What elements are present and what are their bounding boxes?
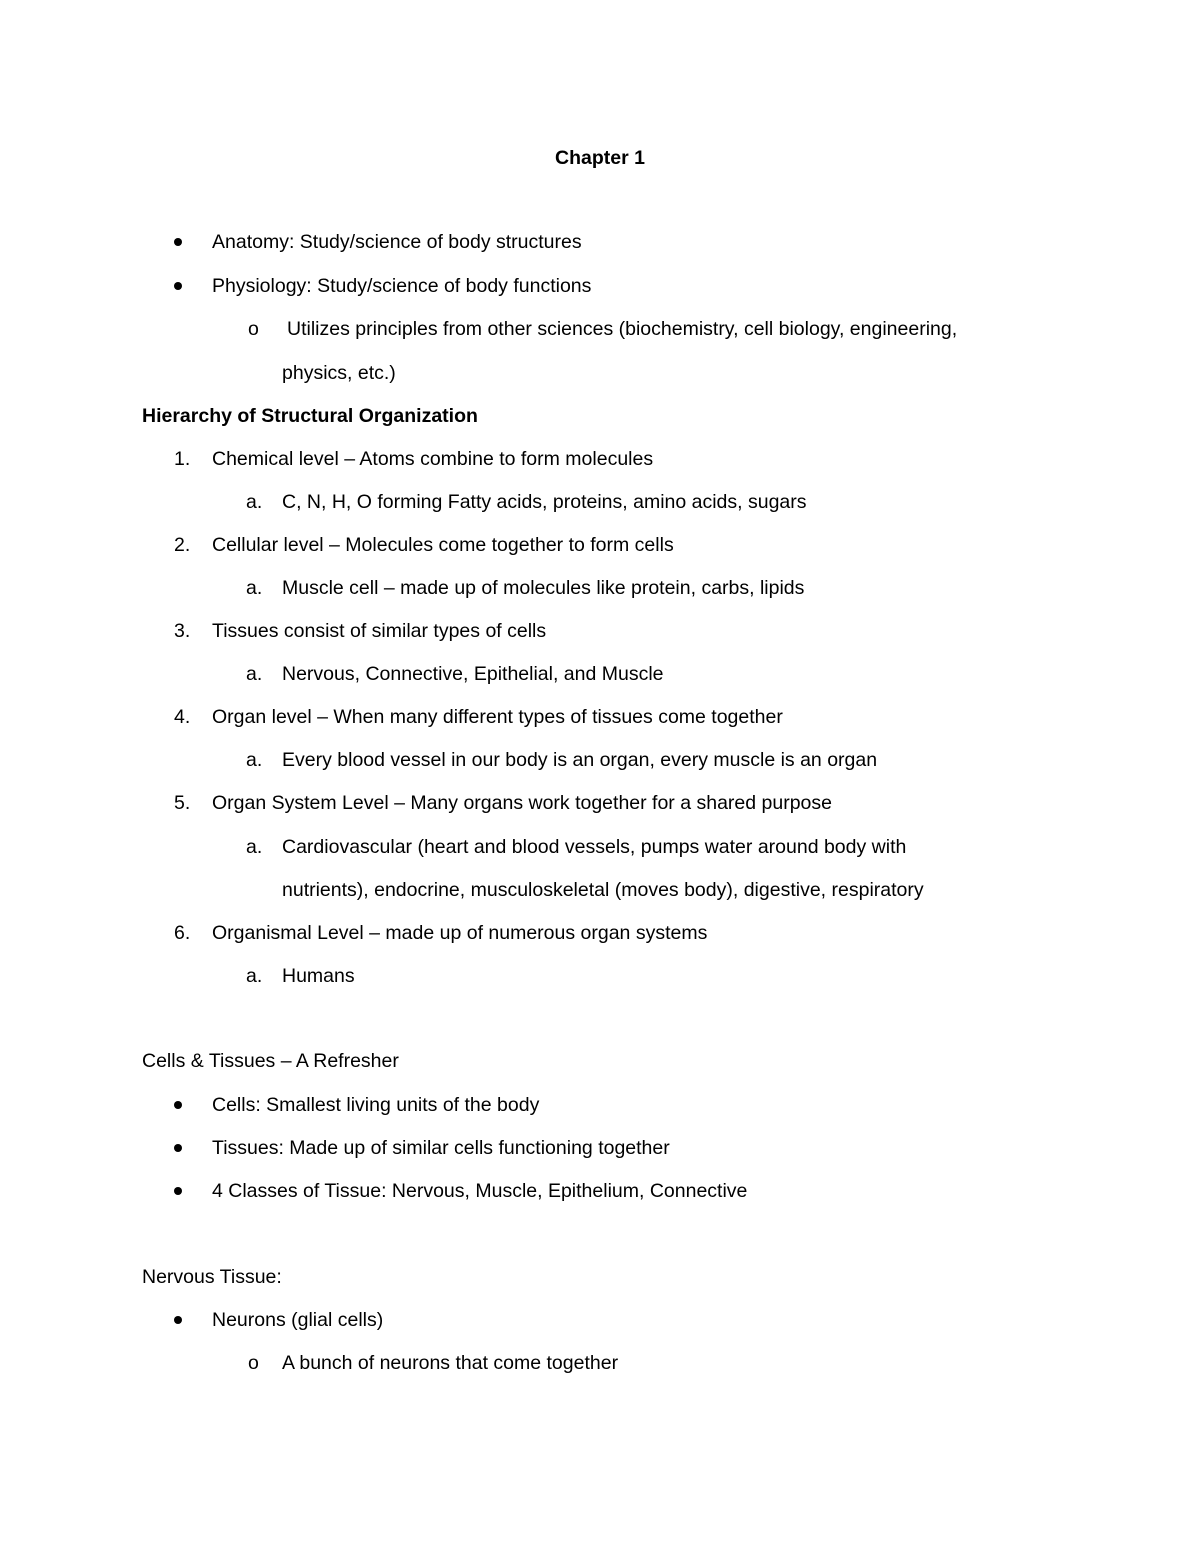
bullet-physiology: Physiology: Study/science of body functions: [212, 275, 592, 297]
list-number: 3.: [174, 620, 191, 642]
section-heading-nervous: Nervous Tissue:: [142, 1266, 282, 1288]
sub-list-item-cont: nutrients), endocrine, musculoskeletal (moves body), digestive, respiratory: [282, 879, 924, 901]
list-item-tissues: Tissues consist of similar types of cells: [212, 620, 547, 642]
list-number: 5.: [174, 792, 191, 814]
bullet-classes: 4 Classes of Tissue: Nervous, Muscle, Epithelium, Connective: [212, 1180, 748, 1202]
list-number: 4.: [174, 706, 191, 728]
list-number: 2.: [174, 534, 191, 556]
sub-list-marker: a.: [246, 491, 263, 513]
sub-list-item: Cardiovascular (heart and blood vessels, pumps water around body with: [282, 836, 907, 858]
list-item-organ-system: Organ System Level – Many organs work together for a shared purpose: [212, 792, 832, 814]
list-item-chemical: Chemical level – Atoms combine to form molecules: [212, 448, 654, 470]
sub-bullet-neurons: A bunch of neurons that come together: [282, 1352, 619, 1374]
page-title: Chapter 1: [555, 147, 645, 169]
bullet-icon: [174, 1144, 182, 1152]
sub-list-item: Nervous, Connective, Epithelial, and Muscle: [282, 663, 664, 685]
bullet-cells: Cells: Smallest living units of the body: [212, 1094, 540, 1116]
list-number: 1.: [174, 448, 191, 470]
sub-list-marker: a.: [246, 836, 263, 858]
sub-list-item: Every blood vessel in our body is an organ, every muscle is an organ: [282, 749, 878, 771]
bullet-icon: [174, 1187, 182, 1195]
list-item-organismal: Organismal Level – made up of numerous organ systems: [212, 922, 708, 944]
sub-bullet-marker: o: [248, 1352, 259, 1374]
bullet-anatomy: Anatomy: Study/science of body structures: [212, 231, 582, 253]
bullet-icon: [174, 1316, 182, 1324]
section-heading-cells: Cells & Tissues – A Refresher: [142, 1050, 399, 1072]
list-number: 6.: [174, 922, 191, 944]
bullet-icon: [174, 238, 182, 246]
list-item-organ: Organ level – When many different types of tissues come together: [212, 706, 783, 728]
sub-bullet-marker: o: [248, 318, 259, 340]
sub-list-marker: a.: [246, 965, 263, 987]
section-heading-hierarchy: Hierarchy of Structural Organization: [142, 405, 478, 427]
bullet-tissues: Tissues: Made up of similar cells functioning together: [212, 1137, 670, 1159]
sub-bullet-principles: Utilizes principles from other sciences (biochemistry, cell biology, engineering,: [287, 318, 958, 340]
sub-list-item: Humans: [282, 965, 355, 987]
bullet-neurons: Neurons (glial cells): [212, 1309, 384, 1331]
sub-bullet-principles-cont: physics, etc.): [282, 362, 396, 384]
sub-list-item: C, N, H, O forming Fatty acids, proteins, amino acids, sugars: [282, 491, 807, 513]
sub-list-marker: a.: [246, 663, 263, 685]
sub-list-marker: a.: [246, 749, 263, 771]
bullet-icon: [174, 282, 182, 290]
sub-list-marker: a.: [246, 577, 263, 599]
list-item-cellular: Cellular level – Molecules come together to form cells: [212, 534, 674, 556]
sub-list-item: Muscle cell – made up of molecules like protein, carbs, lipids: [282, 577, 805, 599]
bullet-icon: [174, 1101, 182, 1109]
